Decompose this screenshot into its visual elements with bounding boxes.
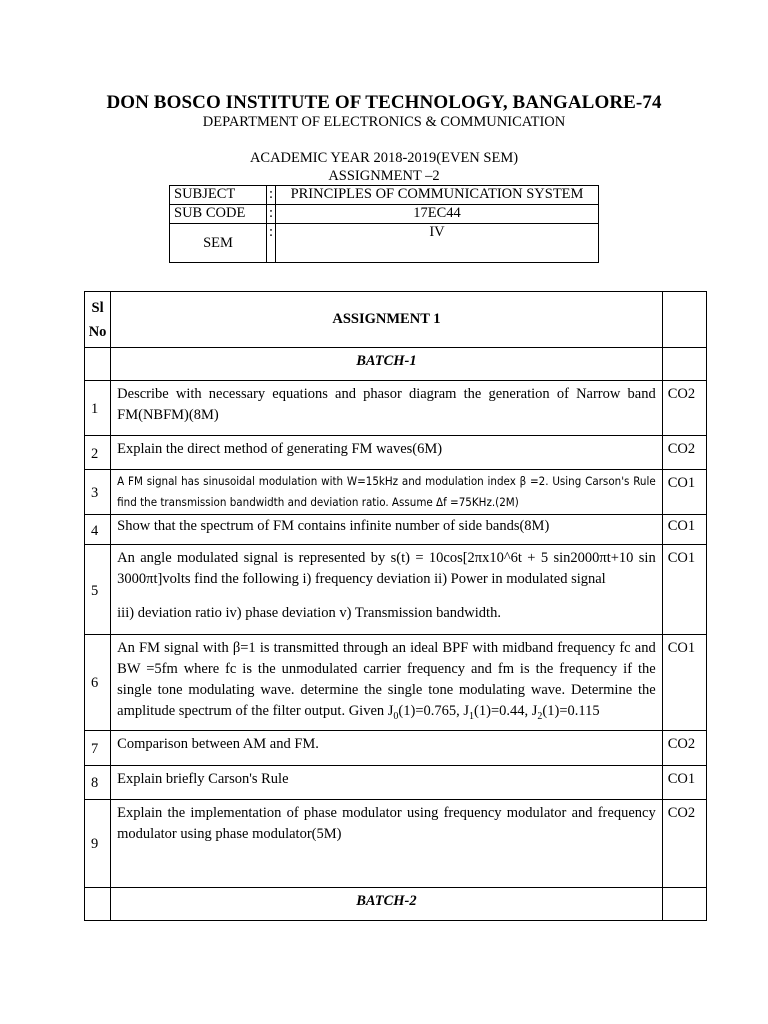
course-outcome: CO1 <box>662 470 706 515</box>
bessel-j0: $J_0(1)=0.765$, <box>387 703 460 722</box>
department-title: DEPARTMENT OF ELECTRONICS & COMMUNICATION <box>202 114 566 130</box>
subject-value: PRINCIPLES OF COMMUNICATION SYSTEM <box>276 186 599 205</box>
sem-value: IV <box>276 224 599 263</box>
course-outcome: CO1 <box>662 635 706 731</box>
table-row <box>85 515 707 545</box>
course-outcome: CO2 <box>662 730 706 765</box>
course-outcome: CO1 <box>662 545 706 635</box>
separator: : <box>267 205 276 224</box>
bessel-j2: $J_2(1)=0.115$ <box>531 703 600 722</box>
table-row <box>85 765 707 799</box>
row-number: 4 <box>85 515 111 545</box>
row-number: 9 <box>85 799 111 887</box>
row-number: 8 <box>85 765 111 799</box>
header-co-cell <box>662 292 706 348</box>
course-outcome: CO2 <box>662 436 706 470</box>
question-text: Comparison between AM and FM. <box>111 730 663 765</box>
question-text-main: An FM signal with β=1 is transmitted through an ideal BPF with midband frequency fc and BW =5fm where fc is the unmodulated carrier frequency and fm is the frequency if the single tone modulating wave. determine the single tone modulating wave. Determine the amplitude spectrum of the filter output. Given <box>117 640 656 719</box>
batch-1-heading: BATCH-1 <box>111 348 663 381</box>
question-text: Describe with necessary equations and phasor diagram the generation of Narrow band FM(NBFM)(8M) <box>111 381 663 436</box>
empty-cell <box>85 887 111 920</box>
subject-label: SUBJECT <box>170 186 267 205</box>
question-text: Explain briefly Carson's Rule <box>111 765 663 799</box>
course-outcome: CO2 <box>662 381 706 436</box>
empty-cell <box>85 348 111 381</box>
table-row <box>85 436 707 470</box>
question-text: Explain the implementation of phase modulator using frequency modulator and frequency modulator using phase modulator(5M) <box>111 799 663 887</box>
course-outcome: CO2 <box>662 799 706 887</box>
course-outcome: CO1 <box>662 515 706 545</box>
separator: : <box>267 186 276 205</box>
question-text: A FM signal has sinusoidal modulation with W=15kHz and modulation index β =2. Using Carson's Rule find the transmission bandwidth and deviation ratio. Assume Δf =75KHz.(2M) <box>111 470 663 515</box>
empty-cell <box>662 348 706 381</box>
row-number: 2 <box>85 436 111 470</box>
row-number: 6 <box>85 635 111 731</box>
table-row <box>85 799 707 887</box>
row-number: 5 <box>85 545 111 635</box>
assignment-table <box>84 291 707 921</box>
row-number: 7 <box>85 730 111 765</box>
question-text <box>111 545 663 635</box>
row-number: 1 <box>85 381 111 436</box>
table-row <box>85 381 707 436</box>
batch-2-heading: BATCH-2 <box>111 887 663 920</box>
separator: : <box>267 224 276 263</box>
assignment-title: ASSIGNMENT 1 <box>111 292 663 348</box>
sl-header-line1: Sl <box>91 299 104 316</box>
question-text: Explain the direct method of generating FM waves(6M) <box>111 436 663 470</box>
question-text-continued: iii) deviation ratio iv) phase deviation v) Transmission bandwidth. <box>117 605 501 621</box>
academic-year: ACADEMIC YEAR 2018-2019(EVEN SEM) <box>249 150 519 166</box>
subcode-value: 17EC44 <box>276 205 599 224</box>
subcode-label: SUB CODE <box>170 205 267 224</box>
sem-label: SEM <box>170 224 267 263</box>
table-row <box>85 470 707 515</box>
course-outcome: CO1 <box>662 765 706 799</box>
sl-no-header <box>85 292 111 348</box>
assignment-number: ASSIGNMENT –2 <box>328 168 440 184</box>
question-text-main: An angle modulated signal is represented by s(t) = 10cos[2πx10^6t + 5 sin2000πt+10 sin 3000πt]volts find the following i) frequency deviation ii) Power in modulated signal <box>117 550 656 587</box>
row-number: 3 <box>85 470 111 515</box>
bessel-j1: $J_1(1)=0.44$, <box>463 703 529 722</box>
subject-info-table <box>169 185 599 263</box>
question-text: Show that the spectrum of FM contains infinite number of side bands(8M) <box>111 515 663 545</box>
institute-title: DON BOSCO INSTITUTE OF TECHNOLOGY, BANGALORE-74 <box>106 92 662 113</box>
table-row <box>85 545 707 635</box>
sl-header-line2: No <box>88 323 107 340</box>
table-row <box>85 730 707 765</box>
question-text <box>111 635 663 731</box>
empty-cell <box>662 887 706 920</box>
table-row <box>85 635 707 731</box>
